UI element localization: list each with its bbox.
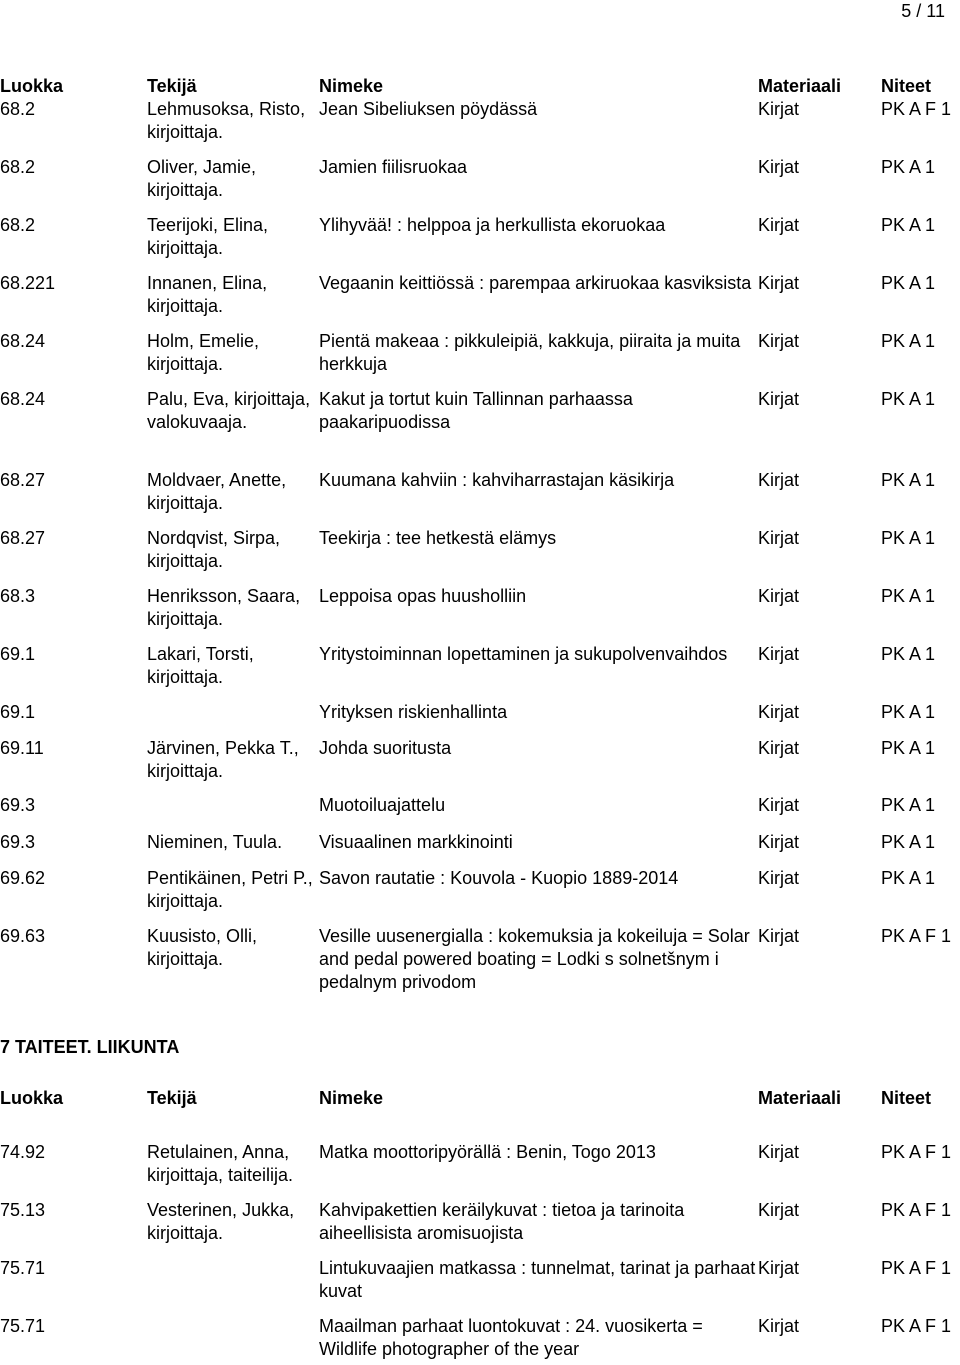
cell-tekija: Oliver, Jamie, kirjoittaja. [147, 157, 257, 200]
cell-tekija: Kuusisto, Olli, kirjoittaja. [147, 926, 258, 969]
cell-nimeke: Muotoiluajattelu [319, 795, 446, 815]
header-tekija: Tekijä [147, 76, 197, 96]
cell-materiaali: Kirjat [758, 1258, 800, 1278]
cell-materiaali: Kirjat [758, 1142, 800, 1162]
cell-niteet: PK A F 1 [881, 1142, 952, 1162]
cell-luokka: 69.1 [0, 644, 36, 664]
cell-nimeke: Yrityksen riskienhallinta [319, 702, 508, 722]
table-row [0, 585, 960, 643]
cell-nimeke: Kuumana kahviin : kahviharrastajan käsikirja [319, 470, 675, 490]
cell-niteet: PK A 1 [881, 528, 936, 548]
cell-luokka: 69.11 [0, 738, 44, 758]
cell-tekija: Vesterinen, Jukka, kirjoittaja. [147, 1200, 295, 1243]
header-nimeke: Nimeke [319, 1088, 384, 1108]
cell-nimeke: Matka moottoripyörällä : Benin, Togo 2013 [319, 1142, 656, 1162]
cell-nimeke: Leppoisa opas huusholliin [319, 586, 527, 606]
cell-nimeke: Maailman parhaat luontokuvat : 24. vuosikerta = Wildlife photographer of the year [319, 1316, 703, 1359]
cell-materiaali: Kirjat [758, 795, 800, 815]
cell-niteet: PK A 1 [881, 702, 936, 722]
table-row [0, 867, 960, 925]
table-row [0, 643, 960, 701]
cell-materiaali: Kirjat [758, 1200, 800, 1220]
cell-materiaali: Kirjat [758, 273, 800, 293]
table-row [0, 1257, 960, 1315]
cell-nimeke: Kahvipakettien keräilykuvat : tietoa ja tarinoita aiheellisista aromisuojista [319, 1200, 685, 1243]
table-row [0, 794, 960, 831]
cell-tekija: Lakari, Torsti, kirjoittaja. [147, 644, 254, 687]
cell-tekija: Retulainen, Anna, kirjoittaja, taiteilija. [147, 1142, 294, 1185]
cell-nimeke: Vegaanin keittiössä : parempaa arkiruokaa kasviksista [319, 273, 752, 293]
cell-luokka: 69.63 [0, 926, 46, 946]
cell-luokka: 75.13 [0, 1200, 46, 1220]
cell-materiaali: Kirjat [758, 389, 800, 409]
header-materiaali: Materiaali [758, 1088, 842, 1108]
cell-niteet: PK A 1 [881, 586, 936, 606]
header-luokka: Luokka [0, 76, 64, 96]
cell-niteet: PK A 1 [881, 644, 936, 664]
cell-nimeke: Jean Sibeliuksen pöydässä [319, 99, 538, 119]
cell-tekija: Teerijoki, Elina, kirjoittaja. [147, 215, 269, 258]
table-row [0, 1315, 960, 1365]
cell-nimeke: Yritystoiminnan lopettaminen ja sukupolvenvaihdos [319, 644, 728, 664]
cell-niteet: PK A 1 [881, 157, 936, 177]
table-row [0, 1199, 960, 1257]
cell-luokka: 68.27 [0, 470, 46, 490]
cell-luokka: 74.92 [0, 1142, 46, 1162]
cell-luokka: 75.71 [0, 1258, 46, 1278]
cell-nimeke: Visuaalinen markkinointi [319, 832, 513, 852]
cell-luokka: 68.2 [0, 157, 36, 177]
cell-niteet: PK A 1 [881, 389, 936, 409]
cell-materiaali: Kirjat [758, 99, 800, 119]
cell-luokka: 69.1 [0, 702, 36, 722]
header-niteet: Niteet [881, 1088, 932, 1108]
cell-materiaali: Kirjat [758, 644, 800, 664]
cell-tekija: Lehmusoksa, Risto, kirjoittaja. [147, 99, 306, 142]
cell-luokka: 68.2 [0, 99, 36, 119]
cell-materiaali: Kirjat [758, 1316, 800, 1336]
catalog-table-1 [0, 75, 960, 1006]
table-header [0, 75, 960, 98]
catalog-table-2 [0, 1087, 960, 1365]
cell-luokka: 75.71 [0, 1316, 46, 1336]
cell-niteet: PK A F 1 [881, 1258, 952, 1278]
cell-niteet: PK A 1 [881, 470, 936, 490]
cell-luokka: 68.24 [0, 331, 46, 351]
cell-tekija: Henriksson, Saara, kirjoittaja. [147, 586, 301, 629]
table-row [0, 469, 960, 527]
cell-tekija: Moldvaer, Anette, kirjoittaja. [147, 470, 287, 513]
cell-niteet: PK A 1 [881, 738, 936, 758]
table-row [0, 98, 960, 156]
cell-luokka: 69.3 [0, 832, 36, 852]
cell-luokka: 69.3 [0, 795, 36, 815]
table-row [0, 1141, 960, 1199]
cell-luokka: 68.3 [0, 586, 36, 606]
table-row [0, 330, 960, 388]
cell-niteet: PK A 1 [881, 331, 936, 351]
table-header [0, 1087, 960, 1141]
cell-niteet: PK A 1 [881, 868, 936, 888]
cell-niteet: PK A F 1 [881, 1200, 952, 1220]
cell-materiaali: Kirjat [758, 215, 800, 235]
cell-nimeke: Teekirja : tee hetkestä elämys [319, 528, 557, 548]
cell-niteet: PK A 1 [881, 273, 936, 293]
cell-materiaali: Kirjat [758, 868, 800, 888]
cell-nimeke: Jamien fiilisruokaa [319, 157, 468, 177]
table-row [0, 156, 960, 214]
cell-luokka: 68.2 [0, 215, 36, 235]
cell-niteet: PK A F 1 [881, 1316, 952, 1336]
cell-materiaali: Kirjat [758, 832, 800, 852]
cell-luokka: 69.62 [0, 868, 46, 888]
cell-materiaali: Kirjat [758, 586, 800, 606]
cell-niteet: PK A F 1 [881, 99, 952, 119]
table-row [0, 925, 960, 1006]
cell-materiaali: Kirjat [758, 738, 800, 758]
table-row [0, 737, 960, 794]
cell-tekija: Pentikäinen, Petri P., kirjoittaja. [147, 868, 313, 911]
cell-materiaali: Kirjat [758, 528, 800, 548]
cell-tekija: Järvinen, Pekka T., kirjoittaja. [147, 738, 299, 781]
cell-tekija: Nordqvist, Sirpa, kirjoittaja. [147, 528, 281, 571]
table-row [0, 272, 960, 330]
section-title: 7 TAITEET. LIIKUNTA [0, 1037, 180, 1057]
cell-luokka: 68.221 [0, 273, 56, 293]
cell-luokka: 68.24 [0, 389, 46, 409]
cell-nimeke: Johda suoritusta [319, 738, 452, 758]
cell-nimeke: Vesille uusenergialla : kokemuksia ja kokeiluja = Solar and pedal powered boating = Lodki s solnetšnym i pedalnym privodom [319, 926, 750, 992]
table-row [0, 214, 960, 272]
cell-niteet: PK A 1 [881, 832, 936, 852]
cell-niteet: PK A F 1 [881, 926, 952, 946]
cell-nimeke: Pientä makeaa : pikkuleipiä, kakkuja, piiraita ja muita herkkuja [319, 331, 741, 374]
cell-niteet: PK A 1 [881, 795, 936, 815]
cell-nimeke: Lintukuvaajien matkassa : tunnelmat, tarinat ja parhaat kuvat [319, 1258, 756, 1301]
cell-materiaali: Kirjat [758, 157, 800, 177]
cell-tekija: Innanen, Elina, kirjoittaja. [147, 273, 268, 316]
cell-materiaali: Kirjat [758, 702, 800, 722]
table-row [0, 701, 960, 737]
cell-nimeke: Kakut ja tortut kuin Tallinnan parhaassa paakaripuodissa [319, 389, 633, 432]
cell-niteet: PK A 1 [881, 215, 936, 235]
header-tekija: Tekijä [147, 1088, 197, 1108]
cell-tekija: Nieminen, Tuula. [147, 832, 283, 852]
table-row [0, 527, 960, 585]
cell-luokka: 68.27 [0, 528, 46, 548]
cell-tekija: Holm, Emelie, kirjoittaja. [147, 331, 260, 374]
header-materiaali: Materiaali [758, 76, 842, 96]
table-row [0, 388, 960, 469]
cell-nimeke: Ylihyvää! : helppoa ja herkullista ekoruokaa [319, 215, 666, 235]
header-niteet: Niteet [881, 76, 932, 96]
header-luokka: Luokka [0, 1088, 64, 1108]
header-nimeke: Nimeke [319, 76, 384, 96]
cell-nimeke: Savon rautatie : Kouvola - Kuopio 1889-2014 [319, 868, 679, 888]
cell-tekija: Palu, Eva, kirjoittaja, valokuvaaja. [147, 389, 311, 432]
cell-materiaali: Kirjat [758, 926, 800, 946]
cell-materiaali: Kirjat [758, 470, 800, 490]
table-row [0, 831, 960, 867]
cell-materiaali: Kirjat [758, 331, 800, 351]
page-number: 5 / 11 [901, 1, 945, 21]
